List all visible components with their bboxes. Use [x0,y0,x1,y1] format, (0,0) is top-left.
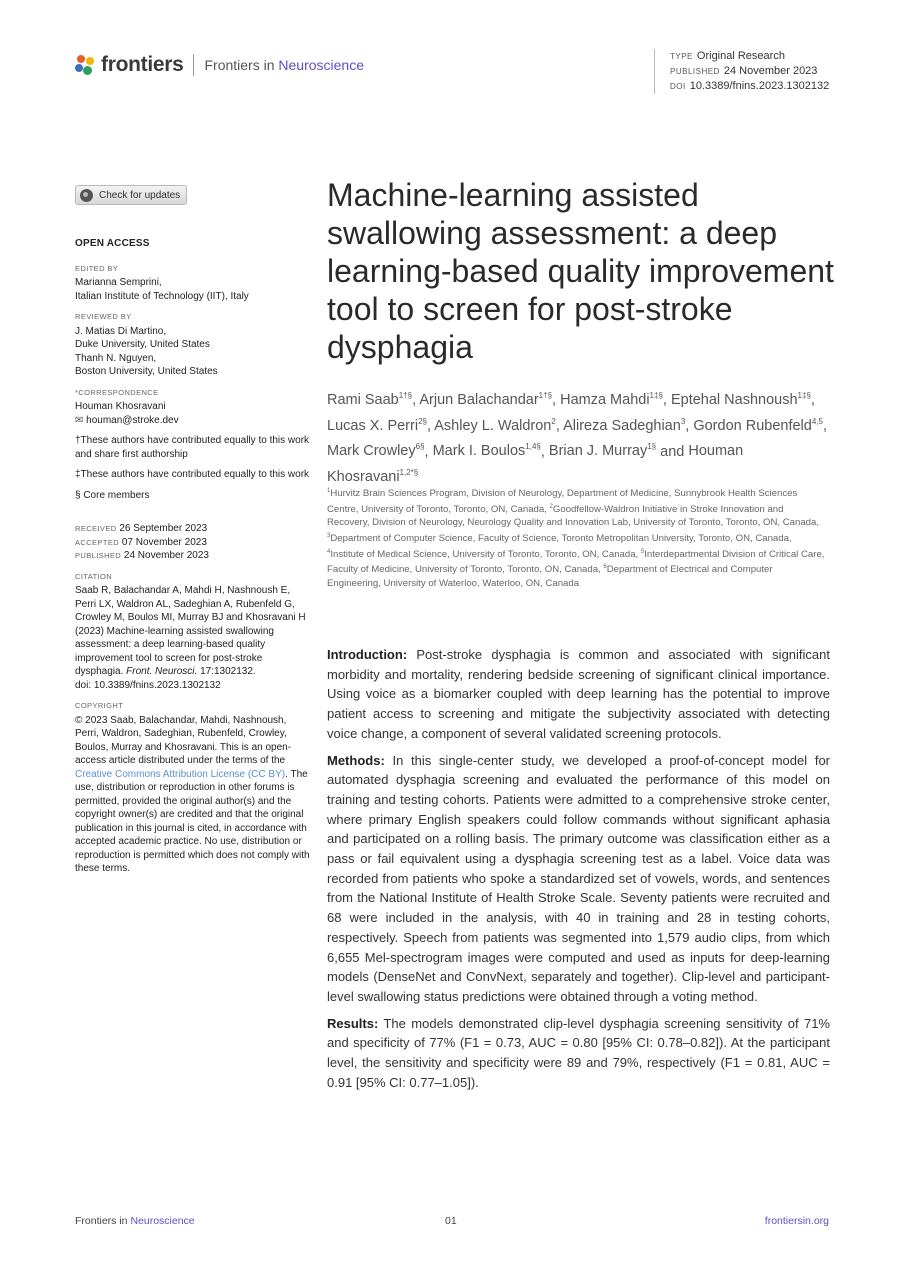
author-name[interactable]: Brian J. Murray$^{1\S}$ [548,442,657,460]
author-affiliation-marker: 4,5 [811,416,823,426]
page-number: 01 [445,1215,457,1227]
author-separator: , [822,417,827,434]
article-title: Machine-learning assisted swallowing assessment: a deep learning-based quality improvement tool to screen for post-stroke dysphagia [327,177,834,365]
author-name[interactable]: Mark Crowley$^{6\S}$ [327,442,425,460]
correspondence-section: *CORRESPONDENCE Houman Khosravani ✉ houman@stroke.dev [75,386,310,428]
author-name[interactable]: Gordon Rubenfeld$^{4,5}$ [693,416,823,434]
editor-affiliation: Italian Institute of Technology (IIT), Italy [75,290,249,302]
author-affiliation-marker: 2 [551,416,556,426]
author-separator: and [656,443,689,460]
correspondence-email[interactable]: ✉ houman@stroke.dev [75,414,179,426]
affiliation-text: Institute of Medical Science, University of Toronto, Toronto, ON, Canada, [330,548,641,560]
author-affiliation-marker: 1§ [647,442,657,452]
abstract-introduction: Introduction: Post-stroke dysphagia is common and associated with significant morbidity and mortality, rendering bedside screening of significant clinical importance. Using voice as a biomarker coupled with deep learning has the potential to improve patient access to screening and mitigate the subjectivity associated with detecting voice change, a component of several validated screening protocols. [327,647,830,741]
author-affiliation-marker: 1‡§ [649,391,663,400]
article-type: TYPE Original Research [670,50,785,62]
author-name[interactable]: Lucas X. Perri$^{2\S}$ [327,416,427,434]
check-for-updates-button[interactable]: Check for updates [75,185,187,205]
author-separator: , [424,443,433,460]
abstract [327,645,830,1099]
crossmark-icon [80,189,93,202]
author-separator: , [552,391,561,408]
article-meta [654,49,829,94]
logo-wordmark: frontiers [101,53,184,76]
author-affiliation-marker: 1,4§ [525,442,541,452]
author-affiliation-marker: 6§ [415,442,425,452]
author-list [327,385,827,488]
correspondence-name: Houman Khosravani [75,401,166,412]
abstract-methods: Methods: In this single-center study, we developed a proof-of-concept model for automated dysphagia screening and evaluated the performance of this model on training and testing cohorts. Patients were admitted to a comprehensive stroke center, where primary English speakers could follow commands without significant aphasia and participated on a rolling basis. The primary outcome was classification either as a pass or fail equivalent using a dysphagia screening test as a label. Voice data was recorded from patients who spoke a standardized set of vowels, words, and sentences from the National Institute of Health Stroke Scale. Seventy patients were recruited and 68 were included in the analysis, with 40 in training and 28 in testing cohorts, respectively. Speech from patients was segmented into 1,579 audio clips, from which 6,655 Mel-spectrogram images were computed and used as inputs for deep-learning models (DenseNet and ConvNext, separately and together). Clip-level and participant-level swallowing status predictions were obtained through a voting method. [327,752,830,1004]
citation-section: CITATION Saab R, Balachandar A, Mahdi H, Nashnoush E, Perri LX, Waldron AL, Sadeghian A, Rubenfeld G, Crowley M, Boulos MI, Murray BJ and Khosravani H (2023) Machine-learning assisted swallowing assessment: a deep learning-based quality improvement tool to screen for post-stroke dysphagia. Front. Neurosci. 17:1302132. doi: 10.3389/fnins.2023.1302132 [75,570,310,693]
affiliation-marker: 6 [603,564,607,571]
reviewer-name: Thanh N. Nguyen, [75,352,157,364]
author-separator: , [662,391,671,408]
logo-divider [193,54,194,76]
reviewed-by-section: REVIEWED BY J. Matias Di Martino, Duke University, United States Thanh N. Nguyen, Boston University, United States [75,310,310,379]
citation-doi: doi: 10.3389/fnins.2023.1302132 [75,679,221,691]
affiliation-marker: 5 [640,548,645,555]
author-name[interactable]: Houman Khosravani$^{1,2*\S}$ [327,443,744,486]
dates-section: RECEIVED 26 September 2023 ACCEPTED 07 November 2023 PUBLISHED 24 November 2023 [75,523,209,561]
affiliation-text: Interdepartmental Division of Critical Care, Faculty of Medicine, University of Toronto, Toronto, ON, Canada, [327,548,825,576]
copyright-section: COPYRIGHT © 2023 Saab, Balachandar, Mahdi, Nashnoush, Perri, Waldron, Sadeghian, Rubenfeld, Crowley, Boulos, Murray and Khosravani. This is an open-access article distributed under the terms of the Creative Commons Attribution License (CC BY). The use, distribution or reproduction in other forums is permitted, provided the original author(s) and the copyright owner(s) are credited and that the original publication in this journal is cited, in accordance with accepted academic practice. No use, distribution or reproduction is permitted which does not comply with these terms. [75,701,310,874]
author-name[interactable]: Mark I. Boulos$^{1,4\S}$ [432,442,541,460]
affiliations [327,485,827,590]
author-separator: , [685,417,694,434]
footer-site-link[interactable]: frontiersin.org [764,1215,829,1227]
reviewer-affiliation: Boston University, United States [75,366,218,377]
citation-text: Saab R, Balachandar A, Mahdi H, Nashnoush E, Perri LX, Waldron AL, Sadeghian A, Rubenfeld G, Crowley M, Boulos MI, Murray BJ and Khosravani H (2023) Machine-learning assisted swallowing assessment: a deep learning-based quality improvement tool to screen for post-stroke dysphagia. Front. Neurosci. 17:1302132. [75,585,306,677]
author-separator: , [540,443,549,460]
affiliation-text: Goodfellow-Waldron Initiative in Stroke Innovation and Recovery, Division of Neurology, Neurology Quality and Innovation Lab, University of Toronto, Toronto, ON, Canada, [327,503,820,529]
author-affiliation-marker: 1,2*§ [399,468,419,478]
author-affiliation-marker: 1†§ [398,391,413,400]
author-name[interactable]: Alireza Sadeghian$^3$ [563,416,686,434]
cc-by-license-link[interactable]: Creative Commons Attribution License (CC BY) [75,768,286,780]
author-affiliation-marker: 1†§ [538,391,553,400]
edited-by-section: EDITED BY Marianna Semprini, Italian Institute of Technology (IIT), Italy [75,262,310,304]
author-name[interactable]: Arjun Balachandar$^{1\dagger\S}$ [419,391,553,408]
affiliation-marker: 2 [549,503,553,510]
author-affiliation-marker: 1‡§ [797,391,811,400]
article-doi: DOI 10.3389/fnins.2023.1302132 [670,80,830,92]
editor-name: Marianna Semprini, [75,277,162,288]
author-name[interactable]: Eptehal Nashnoush$^{1\ddagger\S}$ [670,391,811,408]
reviewer-affiliation: Duke University, United States [75,339,210,350]
author-separator: , [555,417,564,434]
author-separator: , [412,391,420,408]
journal-name[interactable]: Frontiers in Neuroscience [204,57,365,73]
author-name[interactable]: Ashley L. Waldron$^2$ [434,416,556,434]
author-separator: , [426,417,435,434]
abstract-results: Results: The models demonstrated clip-level dysphagia screening sensitivity of 71% and specificity of 77% (F1 = 0.73, AUC = 0.80 [95% CI: 0.78–0.82]). At the participant level, the sensitivity and specificity were 89 and 79%, respectively (F1 = 0.81, AUC = 0.91 [95% CI: 0.77–1.05]). [327,1015,830,1090]
copyright-text: © 2023 Saab, Balachandar, Mahdi, Nashnoush, Perri, Waldron, Sadeghian, Rubenfeld, Crowley, Boulos, Murray and Khosravani. This is an open-access article distributed under the terms of the Creative Commons Attribution License (CC BY). The use, distribution or reproduction in other forums is permitted, provided the original author(s) and the copyright owner(s) are credited and that the original publication in this journal is cited, in accordance with accepted academic practice. No use, distribution or reproduction is permitted which does not comply with these terms. [75,714,310,874]
envelope-icon: ✉ [75,414,84,426]
author-name[interactable]: Hamza Mahdi$^{1\ddagger\S}$ [560,391,663,408]
reviewer-name: J. Matias Di Martino, [75,325,167,337]
article-published: PUBLISHED 24 November 2023 [670,65,818,77]
footnote-double-dagger: ‡These authors have contributed equally to this work [75,469,310,480]
affiliation-marker: 1 [327,488,331,494]
affiliation-marker: 4 [327,548,331,555]
frontiers-logo-icon [75,54,97,76]
author-separator: , [810,391,815,408]
footnote-section-sign: § Core members [75,489,150,501]
sidebar [75,237,310,883]
affiliation-text: Hurvitz Brain Sciences Program, Division of Neurology, Department of Medicine, Sunnybrook Health Sciences Centre, University of Toronto, Toronto, ON, Canada, [327,488,798,515]
affiliation-marker: 3 [327,532,331,539]
footnote-dagger: †These authors have contributed equally to this work and share first authorship [75,435,310,460]
author-affiliation-marker: 2§ [418,416,427,426]
affiliation-text: Department of Electrical and Computer Engineering, University of Waterloo, Waterloo, ON, Canada [327,564,773,589]
footer-journal[interactable]: Frontiers in Neuroscience [75,1215,195,1227]
author-affiliation-marker: 3 [680,416,686,426]
affiliation-text: Department of Computer Science, Faculty of Science, Toronto Metropolitan University, Toronto, ON, Canada, [330,533,792,545]
frontiers-logo[interactable] [75,53,364,77]
author-name[interactable]: Rami Saab$^{1\dagger\S}$ [327,391,413,408]
open-access-label: OPEN ACCESS [75,238,150,249]
